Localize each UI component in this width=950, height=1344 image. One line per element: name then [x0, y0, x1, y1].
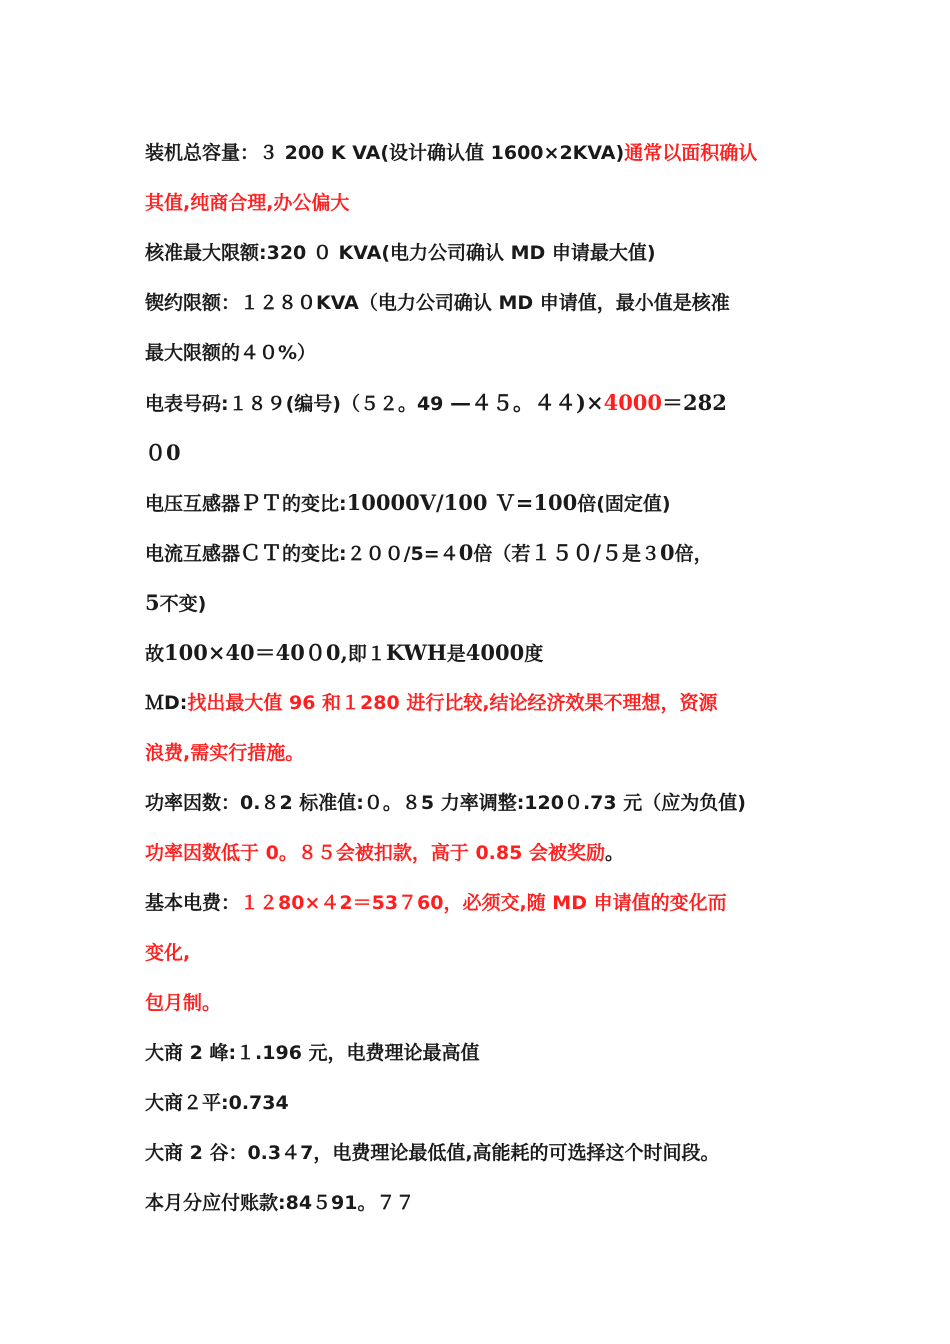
text-segment: 大商 2 峰:１.196 元，电费理论最高值	[145, 1042, 480, 1064]
text-line	[145, 728, 825, 778]
text-line	[145, 128, 825, 178]
text-segment: 的变比:２００/5=４	[282, 543, 459, 565]
text-line	[145, 878, 825, 928]
text-segment: 功率因数：0.８2 标准值:０。８5 力率调整:120０.73 元（应为负值)	[145, 792, 746, 814]
text-line	[145, 1128, 825, 1178]
text-line	[145, 378, 825, 428]
text-line	[145, 1178, 825, 1228]
text-segment: 的变比:	[282, 493, 347, 515]
text-line	[145, 978, 825, 1028]
text-segment: 100×40＝40０0,	[164, 640, 348, 665]
text-segment: 5	[145, 590, 160, 615]
text-segment: 其值,纯商合理,办公偏大	[145, 192, 350, 214]
text-segment: 本月分应付账款:84５91。７７	[145, 1192, 415, 1214]
text-line	[145, 1078, 825, 1128]
text-segment: 包月制。	[145, 992, 222, 1014]
text-segment: 度	[524, 643, 544, 665]
text-line	[145, 328, 825, 378]
text-line	[145, 278, 825, 328]
text-segment: 基本电费：	[145, 892, 241, 914]
text-segment: 0	[458, 540, 474, 565]
text-line	[145, 828, 825, 878]
text-line	[145, 678, 825, 728]
text-segment: １２80×４2＝53７60，必须交,随 MD 申请值的变化而	[240, 892, 727, 914]
text-segment: ＭD:	[145, 692, 188, 714]
text-segment: 电表号码:１８９(编号)（５２。49	[145, 393, 451, 415]
text-segment: 4000	[465, 640, 525, 665]
text-line	[145, 928, 825, 978]
text-segment: 倍（若	[473, 543, 531, 565]
text-segment: 核准最大限额:320 ０ KVA(电力公司确认 MD 申请最大值)	[145, 242, 656, 264]
text-line	[145, 428, 825, 478]
text-segment: 大商２平:0.734	[145, 1092, 289, 1114]
text-segment: 故	[145, 643, 165, 665]
text-segment: 找出最大值 96 和１280 进行比较,结论经济效果不理想，资源	[187, 692, 718, 714]
text-line	[145, 478, 825, 528]
text-segment: 倍，	[674, 543, 713, 565]
text-segment: ＣＴ	[240, 540, 283, 565]
text-segment: １５０/５	[530, 540, 623, 565]
text-segment: 是３	[622, 543, 661, 565]
text-segment: 通常以面积确认	[624, 142, 758, 164]
text-segment: 不变)	[159, 593, 207, 615]
text-segment: 电流互感器	[145, 543, 241, 565]
text-segment: 4000	[603, 390, 663, 415]
text-segment: 电压互感器	[145, 493, 241, 515]
text-segment: 变化,	[145, 942, 191, 964]
text-segment: ０	[145, 440, 166, 465]
text-segment: 10000V/100 Ｖ=100	[346, 490, 578, 515]
text-segment: 0	[660, 540, 675, 565]
text-segment: 功率因数低于 0。８５会被扣款，高于 0.85 会被奖励	[145, 842, 605, 864]
text-line	[145, 528, 825, 578]
text-line	[145, 1028, 825, 1078]
text-line	[145, 578, 825, 628]
text-segment: 浪费,需实行措施。	[145, 742, 305, 764]
text-segment: KWH	[385, 640, 447, 665]
text-segment: —４５。４４)×	[450, 390, 604, 415]
text-line	[145, 178, 825, 228]
text-segment: 锲约限额：１２８０KVA（电力公司确认 MD 申请值，最小值是核准	[145, 292, 730, 314]
text-line	[145, 228, 825, 278]
text-line	[145, 628, 825, 678]
text-segment: ＰＴ	[240, 490, 283, 515]
text-segment: 0	[166, 440, 181, 465]
text-segment: 即１	[347, 643, 386, 665]
text-segment: 大商 2 谷：0.3４7，电费理论最低值,高能耗的可选择这个时间段。	[145, 1142, 720, 1164]
text-segment: ＝282	[662, 390, 727, 415]
text-segment: 倍(固定值)	[577, 493, 671, 515]
text-segment: 装机总容量：３ 200 K VA(设计确认值 1600×2KVA)	[145, 142, 625, 164]
text-segment: 。	[604, 842, 624, 864]
text-line	[145, 778, 825, 828]
text-segment: 最大限额的４０%）	[145, 342, 317, 364]
text-segment: 是	[446, 643, 466, 665]
document-body	[145, 128, 825, 1228]
